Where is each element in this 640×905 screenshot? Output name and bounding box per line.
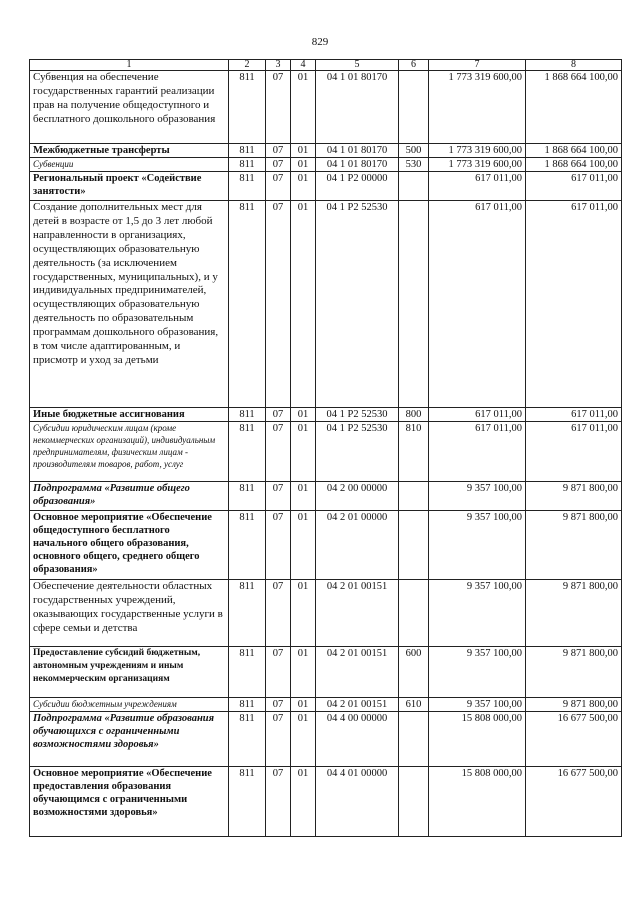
section-code: 07 xyxy=(266,201,291,408)
table-row xyxy=(30,144,622,158)
item-name: Предоставление субсидий бюджетным, автономным учреждениям и иным некоммерческим организациям xyxy=(30,647,229,698)
item-name: Субвенции xyxy=(30,158,229,172)
section-code: 07 xyxy=(266,71,291,144)
table-row xyxy=(30,71,622,144)
ministry-code: 811 xyxy=(229,422,266,482)
amount-year-2: 617 011,00 xyxy=(526,422,622,482)
header-col-6: 6 xyxy=(399,60,429,71)
target-article-code: 04 2 00 00000 xyxy=(316,482,399,511)
subsection-code: 01 xyxy=(291,201,316,408)
item-name: Основное мероприятие «Обеспечение предоставления образования обучающимся с ограниченными возможностями здоровья» xyxy=(30,767,229,837)
expense-type-code: 500 xyxy=(399,144,429,158)
amount-year-1: 9 357 100,00 xyxy=(429,580,526,647)
subsection-code: 01 xyxy=(291,511,316,580)
item-name: Субвенция на обеспечение государственных гарантий реализации прав на получение общедоступного и бесплатного дошкольного образования xyxy=(30,71,229,144)
header-col-3: 3 xyxy=(266,60,291,71)
expense-type-code: 800 xyxy=(399,408,429,422)
item-name: Региональный проект «Содействие занятости» xyxy=(30,172,229,201)
subsection-code: 01 xyxy=(291,408,316,422)
item-name: Создание дополнительных мест для детей в возрасте от 1,5 до 3 лет любой направленности в организациях, осуществляющих образовательную деятельность (за исключением государственных, муниципальных), и у индивидуальных предпринимателей, осуществляющих образовательную деятельность по образовательным программам дошкольного образования, в том числе адаптированным, и присмотр и уход за детьми xyxy=(30,201,229,408)
subsection-code: 01 xyxy=(291,172,316,201)
amount-year-2: 617 011,00 xyxy=(526,172,622,201)
subsection-code: 01 xyxy=(291,580,316,647)
subsection-code: 01 xyxy=(291,71,316,144)
ministry-code: 811 xyxy=(229,482,266,511)
section-code: 07 xyxy=(266,172,291,201)
item-name: Обеспечение деятельности областных государственных учреждений, оказывающих государственные услуги в сфере семьи и детства xyxy=(30,580,229,647)
amount-year-1: 1 773 319 600,00 xyxy=(429,158,526,172)
table-row xyxy=(30,580,622,647)
amount-year-2: 16 677 500,00 xyxy=(526,767,622,837)
target-article-code: 04 1 Р2 52530 xyxy=(316,201,399,408)
amount-year-2: 1 868 664 100,00 xyxy=(526,158,622,172)
section-code: 07 xyxy=(266,144,291,158)
ministry-code: 811 xyxy=(229,158,266,172)
expense-type-code xyxy=(399,172,429,201)
section-code: 07 xyxy=(266,158,291,172)
subsection-code: 01 xyxy=(291,158,316,172)
expense-type-code: 600 xyxy=(399,647,429,698)
amount-year-2: 1 868 664 100,00 xyxy=(526,71,622,144)
subsection-code: 01 xyxy=(291,712,316,767)
subsection-code: 01 xyxy=(291,482,316,511)
ministry-code: 811 xyxy=(229,698,266,712)
amount-year-2: 9 871 800,00 xyxy=(526,580,622,647)
section-code: 07 xyxy=(266,580,291,647)
amount-year-1: 15 808 000,00 xyxy=(429,712,526,767)
target-article-code: 04 1 01 80170 xyxy=(316,144,399,158)
header-col-1: 1 xyxy=(30,60,229,71)
target-article-code: 04 1 Р2 52530 xyxy=(316,422,399,482)
expense-type-code: 530 xyxy=(399,158,429,172)
amount-year-2: 617 011,00 xyxy=(526,408,622,422)
ministry-code: 811 xyxy=(229,580,266,647)
amount-year-1: 617 011,00 xyxy=(429,172,526,201)
section-code: 07 xyxy=(266,767,291,837)
amount-year-2: 617 011,00 xyxy=(526,201,622,408)
amount-year-2: 9 871 800,00 xyxy=(526,647,622,698)
item-name: Субсидии бюджетным учреждениям xyxy=(30,698,229,712)
expense-type-code xyxy=(399,511,429,580)
subsection-code: 01 xyxy=(291,767,316,837)
target-article-code: 04 2 01 00151 xyxy=(316,647,399,698)
target-article-code: 04 1 01 80170 xyxy=(316,71,399,144)
ministry-code: 811 xyxy=(229,408,266,422)
table-row xyxy=(30,647,622,698)
header-col-7: 7 xyxy=(429,60,526,71)
amount-year-1: 617 011,00 xyxy=(429,422,526,482)
table-row xyxy=(30,511,622,580)
amount-year-2: 16 677 500,00 xyxy=(526,712,622,767)
expense-type-code xyxy=(399,767,429,837)
target-article-code: 04 1 Р2 00000 xyxy=(316,172,399,201)
ministry-code: 811 xyxy=(229,647,266,698)
item-name: Подпрограмма «Развитие образования обучающихся с ограниченными возможностями здоровья» xyxy=(30,712,229,767)
header-col-4: 4 xyxy=(291,60,316,71)
expense-type-code: 810 xyxy=(399,422,429,482)
target-article-code: 04 1 Р2 52530 xyxy=(316,408,399,422)
target-article-code: 04 2 01 00151 xyxy=(316,580,399,647)
target-article-code: 04 4 01 00000 xyxy=(316,767,399,837)
ministry-code: 811 xyxy=(229,511,266,580)
header-col-5: 5 xyxy=(316,60,399,71)
table-row xyxy=(30,408,622,422)
table-row xyxy=(30,698,622,712)
ministry-code: 811 xyxy=(229,172,266,201)
amount-year-1: 9 357 100,00 xyxy=(429,482,526,511)
item-name: Субсидии юридическим лицам (кроме некоммерческих организаций), индивидуальным предпринимателям, физическим лицам - производителям товаров, работ, услуг xyxy=(30,422,229,482)
item-name: Межбюджетные трансферты xyxy=(30,144,229,158)
ministry-code: 811 xyxy=(229,144,266,158)
amount-year-1: 15 808 000,00 xyxy=(429,767,526,837)
expense-type-code xyxy=(399,712,429,767)
item-name: Основное мероприятие «Обеспечение общедоступного бесплатного начального общего образования, основного общего, среднего общего образования» xyxy=(30,511,229,580)
table-row xyxy=(30,767,622,837)
item-name: Иные бюджетные ассигнования xyxy=(30,408,229,422)
amount-year-1: 617 011,00 xyxy=(429,408,526,422)
section-code: 07 xyxy=(266,511,291,580)
subsection-code: 01 xyxy=(291,647,316,698)
subsection-code: 01 xyxy=(291,144,316,158)
section-code: 07 xyxy=(266,482,291,511)
budget-table xyxy=(29,59,622,837)
amount-year-2: 9 871 800,00 xyxy=(526,511,622,580)
target-article-code: 04 4 00 00000 xyxy=(316,712,399,767)
table-row xyxy=(30,158,622,172)
page-number: 829 xyxy=(311,36,329,48)
header-col-8: 8 xyxy=(526,60,622,71)
table-row xyxy=(30,422,622,482)
ministry-code: 811 xyxy=(229,767,266,837)
expense-type-code xyxy=(399,482,429,511)
section-code: 07 xyxy=(266,698,291,712)
section-code: 07 xyxy=(266,422,291,482)
subsection-code: 01 xyxy=(291,422,316,482)
amount-year-1: 9 357 100,00 xyxy=(429,647,526,698)
expense-type-code xyxy=(399,580,429,647)
section-code: 07 xyxy=(266,647,291,698)
amount-year-1: 9 357 100,00 xyxy=(429,698,526,712)
table-row xyxy=(30,172,622,201)
section-code: 07 xyxy=(266,712,291,767)
amount-year-1: 1 773 319 600,00 xyxy=(429,71,526,144)
amount-year-1: 9 357 100,00 xyxy=(429,511,526,580)
ministry-code: 811 xyxy=(229,201,266,408)
header-col-2: 2 xyxy=(229,60,266,71)
target-article-code: 04 2 01 00000 xyxy=(316,511,399,580)
section-code: 07 xyxy=(266,408,291,422)
table-row xyxy=(30,712,622,767)
amount-year-2: 9 871 800,00 xyxy=(526,698,622,712)
item-name: Подпрограмма «Развитие общего образования» xyxy=(30,482,229,511)
table-row xyxy=(30,482,622,511)
amount-year-2: 9 871 800,00 xyxy=(526,482,622,511)
amount-year-1: 1 773 319 600,00 xyxy=(429,144,526,158)
target-article-code: 04 2 01 00151 xyxy=(316,698,399,712)
table-row xyxy=(30,201,622,408)
amount-year-1: 617 011,00 xyxy=(429,201,526,408)
ministry-code: 811 xyxy=(229,712,266,767)
subsection-code: 01 xyxy=(291,698,316,712)
target-article-code: 04 1 01 80170 xyxy=(316,158,399,172)
expense-type-code: 610 xyxy=(399,698,429,712)
expense-type-code xyxy=(399,201,429,408)
expense-type-code xyxy=(399,71,429,144)
amount-year-2: 1 868 664 100,00 xyxy=(526,144,622,158)
ministry-code: 811 xyxy=(229,71,266,144)
table-header-row xyxy=(30,60,622,71)
